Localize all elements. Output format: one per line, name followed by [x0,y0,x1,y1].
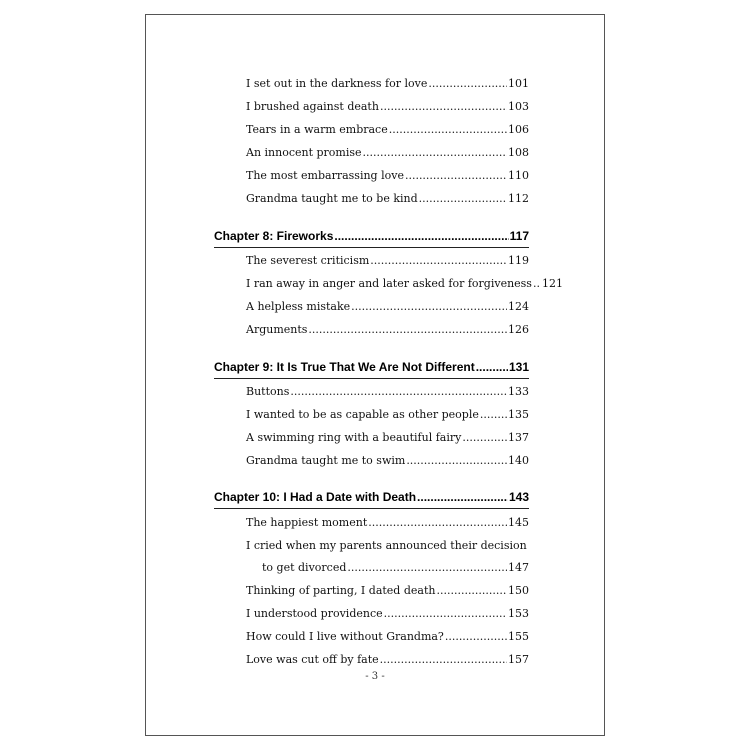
toc-entry-title: to get divorced [262,561,347,574]
toc-entry-page: 112 [508,192,529,205]
toc-entry [246,408,529,422]
toc-entry-title: Grandma taught me to be kind [246,192,418,205]
dot-leader [380,100,507,114]
toc-entry [246,607,529,621]
toc-entry [246,431,529,445]
dot-leader [363,146,507,160]
dot-leader [480,408,507,422]
dot-leader [533,277,541,291]
chapter-page: 117 [509,229,529,243]
toc-entry-title-line [246,539,529,553]
chapter-heading [214,228,529,244]
chapter-page: 143 [508,490,529,504]
toc-entry [246,653,529,667]
toc-entry-page: 150 [508,584,529,597]
toc-entry-title: An innocent promise [246,146,362,159]
dot-leader [405,169,507,183]
dot-leader [334,228,508,244]
book-page [145,14,605,736]
toc-entry [246,300,529,314]
toc-entry [246,584,529,598]
toc-entry-page: 103 [508,100,529,113]
chapter-page: 131 [508,360,529,374]
toc-entry-page: 121 [541,277,563,290]
toc-entry-page: 140 [508,454,529,467]
toc-entry-title: The happiest moment [246,516,368,529]
toc-entry-page: 110 [508,169,529,182]
toc-entry [246,169,529,183]
dot-leader [428,77,507,91]
toc-entry-page: 126 [508,323,529,336]
toc-entry [262,561,529,575]
toc-entry-title: Grandma taught me to swim [246,454,406,467]
toc-entry-page: 147 [508,561,529,574]
toc-entry-title: I brushed against death [246,100,379,113]
toc-entry-title: A helpless mistake [246,300,351,313]
chapter-rule [214,508,529,509]
toc-entry-page: 135 [508,408,529,421]
dot-leader [308,323,507,337]
table-of-contents [146,15,604,735]
dot-leader [445,630,507,644]
toc-entry-title: Buttons [246,385,290,398]
toc-entry-page: 119 [508,254,529,267]
toc-entry [246,100,529,114]
chapter-rule [214,247,529,248]
toc-entry-page: 153 [508,607,529,620]
toc-entry-page: 155 [508,630,529,643]
dot-leader [389,123,507,137]
dot-leader [406,454,507,468]
toc-entry-page: 145 [508,516,529,529]
dot-leader [384,607,507,621]
toc-entry-page: 101 [508,77,529,90]
toc-entry [246,254,529,268]
toc-entry-page: 108 [508,146,529,159]
chapter-heading [214,359,529,375]
toc-entry-title: Thinking of parting, I dated death [246,584,436,597]
toc-entry-title: I ran away in anger and later asked for forgiveness [246,277,532,290]
toc-entry-page: 133 [508,385,529,398]
toc-entry [246,630,529,644]
toc-entry-page: 137 [508,431,529,444]
chapter-rule [214,378,529,379]
toc-entry [246,77,529,91]
toc-entry-title: I cried when my parents announced their decision [246,539,527,552]
toc-entry-title: Arguments [246,323,308,336]
toc-entry-page: 124 [508,300,529,313]
dot-leader [368,516,507,530]
toc-entry [246,123,529,137]
dot-leader [370,254,507,268]
toc-entry-title: I wanted to be as capable as other people [246,408,479,421]
toc-entry-title: The severest criticism [246,254,370,267]
toc-entry [246,146,529,160]
toc-entry [246,192,529,206]
dot-leader [436,584,507,598]
toc-entry [246,454,529,468]
dot-leader [347,561,507,575]
dot-leader [419,192,507,206]
dot-leader [290,385,507,399]
toc-entry [246,385,529,399]
toc-entry-title: The most embarrassing love [246,169,404,182]
toc-entry-title: I set out in the darkness for love [246,77,428,90]
dot-leader [462,431,507,445]
toc-entry [246,277,563,291]
toc-entry-page: 157 [508,653,529,666]
toc-entry-title: A swimming ring with a beautiful fairy [246,431,462,444]
toc-entry-title: I understood providence [246,607,383,620]
dot-leader [417,489,508,505]
toc-entry-page: 106 [508,123,529,136]
dot-leader [476,359,508,375]
dot-leader [380,653,507,667]
chapter-heading [214,489,529,505]
toc-entry [246,323,529,337]
chapter-title: Chapter 10: I Had a Date with Death [214,490,417,504]
toc-entry-title: Tears in a warm embrace [246,123,388,136]
chapter-title: Chapter 8: Fireworks [214,229,334,243]
chapter-title: Chapter 9: It Is True That We Are Not Different [214,360,475,374]
toc-entry-title: Love was cut off by fate [246,653,379,666]
page-number: - 3 - [365,671,385,682]
toc-entry [246,516,529,530]
toc-entry-title: How could I live without Grandma? [246,630,444,643]
dot-leader [351,300,507,314]
